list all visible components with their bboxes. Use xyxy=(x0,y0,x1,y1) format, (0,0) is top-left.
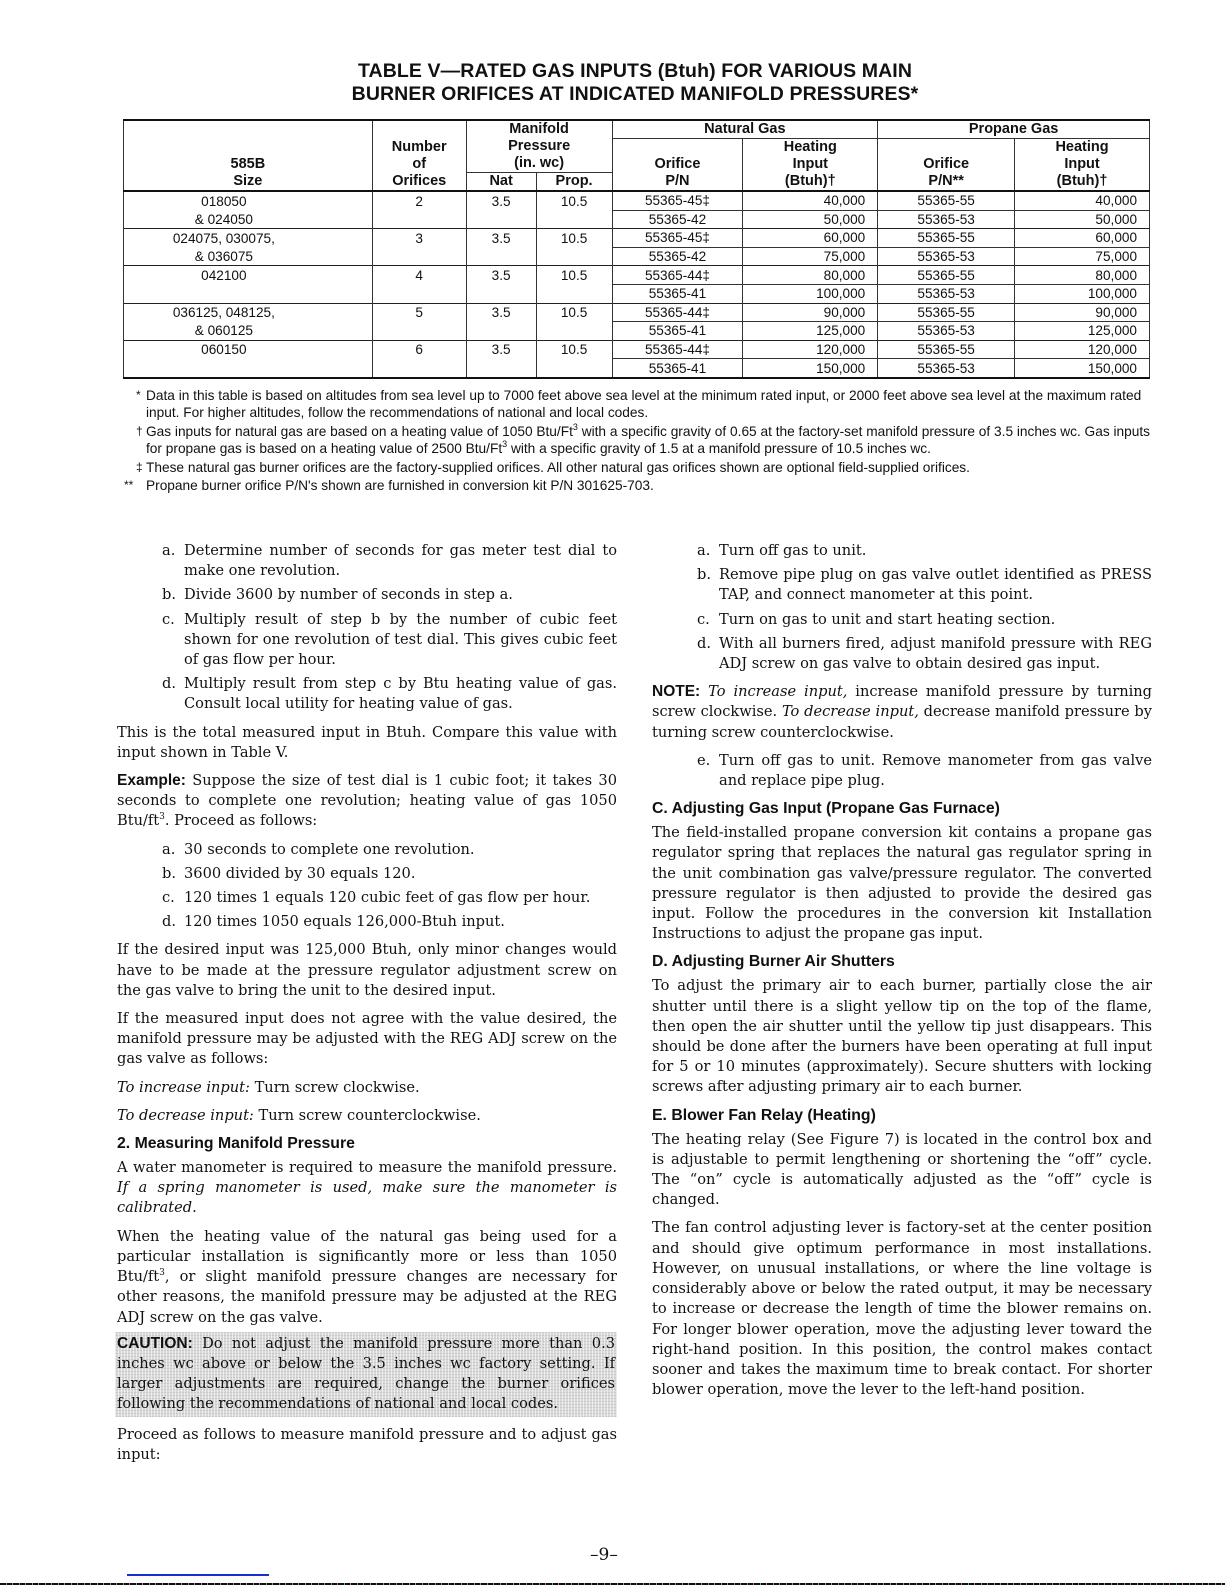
size-cell: 024075, 030075, xyxy=(124,229,373,248)
section-c-heading: C. Adjusting Gas Input (Propane Gas Furnace) xyxy=(652,800,1000,818)
orifices-cell: 3 xyxy=(372,229,466,248)
nat-btuh-cell: 40,000 xyxy=(743,191,878,210)
prop-btuh-cell: 90,000 xyxy=(1015,303,1150,322)
list-item: a. Turn off gas to unit. xyxy=(697,542,867,559)
left-column xyxy=(117,541,617,1473)
rated-gas-inputs-table xyxy=(123,119,1150,379)
table-row xyxy=(124,247,1150,266)
prop-orifice-cell: 55365-53 xyxy=(878,210,1015,229)
note-paragraph: NOTE: To increase input, increase manifold pressure by turning screw clockwise. To decrease input, decrease manifold pressure by turning screw counterclockwise. xyxy=(652,683,1153,741)
list-item: d. 120 times 1050 equals 126,000-Btuh input. xyxy=(162,913,505,931)
example-paragraph: Example: Suppose the size of test dial is 1 cubic foot; it takes 30 seconds to complete one revolution; heating value of gas 1050 Btu/$ft^3$. Proceed as follows: xyxy=(117,772,617,830)
table-footnotes xyxy=(124,387,1153,494)
table-row xyxy=(124,359,1150,378)
table-row xyxy=(124,229,1150,248)
size-cell xyxy=(124,359,373,378)
list-item: b. Divide 3600 by number of seconds in step a. xyxy=(162,586,513,604)
nat-orifice-cell: 55365-42 xyxy=(612,210,743,229)
nat-btuh-cell: 150,000 xyxy=(743,359,878,378)
nat-btuh-cell: 125,000 xyxy=(743,322,878,341)
orifices-cell: 2 xyxy=(372,191,466,210)
nat-orifice-cell: 55365-45‡ xyxy=(612,191,743,210)
list-item: c. Turn on gas to unit and start heating section. xyxy=(697,610,1056,628)
list-item: d. Multiply result from step c by Btu heating value of gas. Consult local utility for heating value of gas. xyxy=(162,675,617,713)
nat-btuh-cell: 90,000 xyxy=(743,303,878,322)
caution-box: CAUTION: Do not adjust the manifold pressure more than 0.3 inches wc above or below the 3.5 inches wc factory setting. If larger adjustments are required, change the burner orifices following the recommendations of national and local codes. xyxy=(115,1332,617,1417)
header-prop-heating-input: Heating Input (Btuh)† xyxy=(1015,139,1150,192)
increase-input-line: To increase input: Turn screw clockwise. xyxy=(117,1078,420,1096)
header-size: 585B Size xyxy=(124,120,373,191)
prop-btuh-cell: 80,000 xyxy=(1015,266,1150,285)
size-cell: 060150 xyxy=(124,340,373,359)
nat-orifice-cell: 55365-45‡ xyxy=(612,229,743,248)
prop-orifice-cell: 55365-55 xyxy=(878,303,1015,322)
header-prop: Prop. xyxy=(536,173,612,192)
proceed-paragraph: Proceed as follows to measure manifold pressure and to adjust gas input: xyxy=(117,1425,617,1463)
prop-orifice-cell: 55365-55 xyxy=(878,340,1015,359)
list-item: e. Turn off gas to unit. Remove manometer from gas valve and replace pipe plug. xyxy=(697,751,1152,790)
list-item: b. Remove pipe plug on gas valve outlet identified as PRESS TAP, and connect manometer at this point. xyxy=(697,566,1152,604)
size-cell: 018050 xyxy=(124,191,373,210)
nat-btuh-cell: 100,000 xyxy=(743,284,878,303)
prop-orifice-cell: 55365-53 xyxy=(878,322,1015,341)
section-2-heading: 2. Measuring Manifold Pressure xyxy=(117,1135,355,1153)
nat-btuh-cell: 75,000 xyxy=(743,247,878,266)
prop-orifice-cell: 55365-53 xyxy=(878,247,1015,266)
size-cell: 036125, 048125, xyxy=(124,303,373,322)
footnote-double-star: ** Propane burner orifice P/N's shown are furnished in conversion kit P/N 301625-703. xyxy=(124,478,654,494)
header-nat: Nat xyxy=(466,173,536,192)
nat-orifice-cell: 55365-44‡ xyxy=(612,340,743,359)
size-cell: & 060125 xyxy=(124,322,373,341)
header-nat-orifice-pn: Orifice P/N xyxy=(612,139,743,192)
table-title-line-1: TABLE V—RATED GAS INPUTS (Btuh) FOR VARIOUS MAIN xyxy=(357,60,913,82)
section-e-paragraph-2: The fan control adjusting lever is factory-set at the center position and should give optimum performance in most installations. However, on unusual installations, or where the line voltage is considerably above or below the rated output, it may be necessary to increase or decrease the length of time the blower remains on. For longer blower operation, move the adjusting lever toward the right-hand position. In this position, the control makes contact sooner and takes the maximum time to break contact. For shorter blower operation, move the lever to the left-hand position. xyxy=(652,1219,1152,1399)
table-row xyxy=(124,340,1150,359)
table-row xyxy=(124,210,1150,229)
list-item: a. 30 seconds to complete one revolution. xyxy=(162,840,475,858)
prop-btuh-cell: 50,000 xyxy=(1015,210,1150,229)
list-item: d. With all burners fired, adjust manifold pressure with REG ADJ screw on gas valve to obtain desired gas input. xyxy=(697,634,1152,673)
nat-orifice-cell: 55365-41 xyxy=(612,322,743,341)
size-cell: & 036075 xyxy=(124,247,373,266)
prop-orifice-cell: 55365-55 xyxy=(878,191,1015,210)
prop-btuh-cell: 60,000 xyxy=(1015,229,1150,248)
size-cell: 042100 xyxy=(124,266,373,285)
footnote-double-dagger: ‡ These natural gas burner orifices are the factory-supplied orifices. All other natural gas orifices shown are optional field-supplied orifices. xyxy=(136,459,970,475)
nat-pressure-cell: 3.5 xyxy=(466,229,536,248)
section-d-heading: D. Adjusting Burner Air Shutters xyxy=(652,953,895,971)
section-e-heading: E. Blower Fan Relay (Heating) xyxy=(652,1106,876,1124)
nat-orifice-cell: 55365-41 xyxy=(612,284,743,303)
nat-orifice-cell: 55365-44‡ xyxy=(612,266,743,285)
table-row xyxy=(124,266,1150,285)
prop-pressure-cell: 10.5 xyxy=(536,340,612,359)
list-item: c. 120 times 1 equals 120 cubic feet of gas flow per hour. xyxy=(162,889,591,907)
footnote-star: * Data in this table is based on altitudes from sea level up to 7000 feet above sea level at the minimum rated input, or 2000 feet above sea level at the maximum rated input. For higher altitudes, follow the recommendations of national and local codes. xyxy=(136,388,1142,421)
table-row xyxy=(124,322,1150,341)
list-item: b. 3600 divided by 30 equals 120. xyxy=(162,864,416,882)
header-nat-heating-input: Heating Input (Btuh)† xyxy=(743,139,878,192)
page-number: –9– xyxy=(590,1545,618,1565)
header-natural-gas: Natural Gas xyxy=(612,120,878,139)
orifices-cell: 5 xyxy=(372,303,466,322)
prop-pressure-cell: 10.5 xyxy=(536,266,612,285)
orifices-cell: 6 xyxy=(372,340,466,359)
size-cell xyxy=(124,284,373,303)
table-title xyxy=(300,60,970,106)
prop-btuh-cell: 40,000 xyxy=(1015,191,1150,210)
prop-pressure-cell: 10.5 xyxy=(536,229,612,248)
header-manifold-pressure: Manifold Pressure (in. wc) xyxy=(466,120,612,173)
header-orifices: Number of Orifices xyxy=(372,120,466,191)
prop-pressure-cell: 10.5 xyxy=(536,303,612,322)
table-row xyxy=(124,303,1150,322)
section-e-paragraph-1: The heating relay (See Figure 7) is located in the control box and is adjustable to permit lengthening or shortening the “off” cycle. The “on” cycle is automatically adjusted as the “off” cycle is changed. xyxy=(652,1130,1152,1209)
size-cell: & 024050 xyxy=(124,210,373,229)
nat-btuh-cell: 50,000 xyxy=(743,210,878,229)
nat-pressure-cell: 3.5 xyxy=(466,266,536,285)
list-item: c. Multiply result of step b by the number of cubic feet shown for one revolution of test dial. This gives cubic feet of gas flow per hour. xyxy=(162,610,617,669)
prop-btuh-cell: 125,000 xyxy=(1015,322,1150,341)
nat-btuh-cell: 80,000 xyxy=(743,266,878,285)
nat-btuh-cell: 120,000 xyxy=(743,340,878,359)
table-row xyxy=(124,191,1150,210)
right-column xyxy=(652,541,1152,1408)
prop-orifice-cell: 55365-53 xyxy=(878,284,1015,303)
list-item: a. Determine number of seconds for gas meter test dial to make one revolution. xyxy=(162,542,617,580)
header-prop-orifice-pn: Orifice P/N** xyxy=(878,139,1015,192)
total-measured-paragraph: This is the total measured input in Btuh. Compare this value with input shown in Table V. xyxy=(117,723,617,761)
prop-orifice-cell: 55365-55 xyxy=(878,229,1015,248)
table-row xyxy=(124,284,1150,303)
prop-btuh-cell: 75,000 xyxy=(1015,247,1150,266)
blue-underline xyxy=(127,1574,269,1576)
header-propane-gas: Propane Gas xyxy=(878,120,1150,139)
decrease-input-line: To decrease input: Turn screw counterclockwise. xyxy=(117,1106,481,1124)
prop-btuh-cell: 120,000 xyxy=(1015,340,1150,359)
section-d-paragraph: To adjust the primary air to each burner, partially close the air shutter until there is a slight yellow tip on the top of the flame, then open the air shutter until the yellow tip just disappears. This should be done after the burners have been operating at full input for 5 or 10 minutes (approximately). Secure shutters with locking screws after adjusting primary air to each burner. xyxy=(652,977,1152,1096)
nat-pressure-cell: 3.5 xyxy=(466,340,536,359)
orifices-cell: 4 xyxy=(372,266,466,285)
prop-btuh-cell: 150,000 xyxy=(1015,359,1150,378)
nat-pressure-cell: 3.5 xyxy=(466,303,536,322)
prop-orifice-cell: 55365-55 xyxy=(878,266,1015,285)
nat-pressure-cell: 3.5 xyxy=(466,191,536,210)
section-c-paragraph: The field-installed propane conversion kit contains a propane gas regulator spring that replaces the natural gas regulator spring in the unit combination gas valve/pressure regulator. The converted pressure regulator is then adjusted to provide the desired gas input. Follow the procedures in the conversion kit Installation Instructions to adjust the propane gas input. xyxy=(652,824,1152,943)
nat-orifice-cell: 55365-42 xyxy=(612,247,743,266)
water-manometer-paragraph: A water manometer is required to measure the manifold pressure. If a spring manometer is used, make sure the manometer is calibrated. xyxy=(117,1159,617,1217)
desired-input-paragraph: If the desired input was 125,000 Btuh, only minor changes would have to be made at the pressure regulator adjustment screw on the gas valve to bring the unit to the desired input. xyxy=(117,941,617,999)
prop-btuh-cell: 100,000 xyxy=(1015,284,1150,303)
prop-pressure-cell: 10.5 xyxy=(536,191,612,210)
prop-orifice-cell: 55365-53 xyxy=(878,359,1015,378)
heating-value-paragraph: When the heating value of the natural gas being used for a particular installation is significantly more or less than 1050 Btu/$ft^3$, or slight manifold pressure changes are necessary for other reasons, the manifold pressure may be adjusted at the REG ADJ screw on the gas valve. xyxy=(117,1227,617,1326)
nat-orifice-cell: 55365-41 xyxy=(612,359,743,378)
footnote-dagger: † Gas inputs for natural gas are based on a heating value of 1050 Btu/Ft$^3$ with a specific gravity of 0.65 at the factory-set manifold pressure of 3.5 inches wc. Gas inputs for propane gas is based on a heating value of 2500 Btu/Ft$^3$ with a specific gravity of 1.5 at a manifold pressure of 10.5 inches wc. xyxy=(136,421,1150,457)
nat-btuh-cell: 60,000 xyxy=(743,229,878,248)
nat-orifice-cell: 55365-44‡ xyxy=(612,303,743,322)
measured-input-paragraph: If the measured input does not agree with the value desired, the manifold pressure may be adjusted with the REG ADJ screw on the gas valve as follows: xyxy=(117,1010,617,1068)
table-title-line-2: BURNER ORIFICES AT INDICATED MANIFOLD PRESSURES* xyxy=(351,83,919,105)
